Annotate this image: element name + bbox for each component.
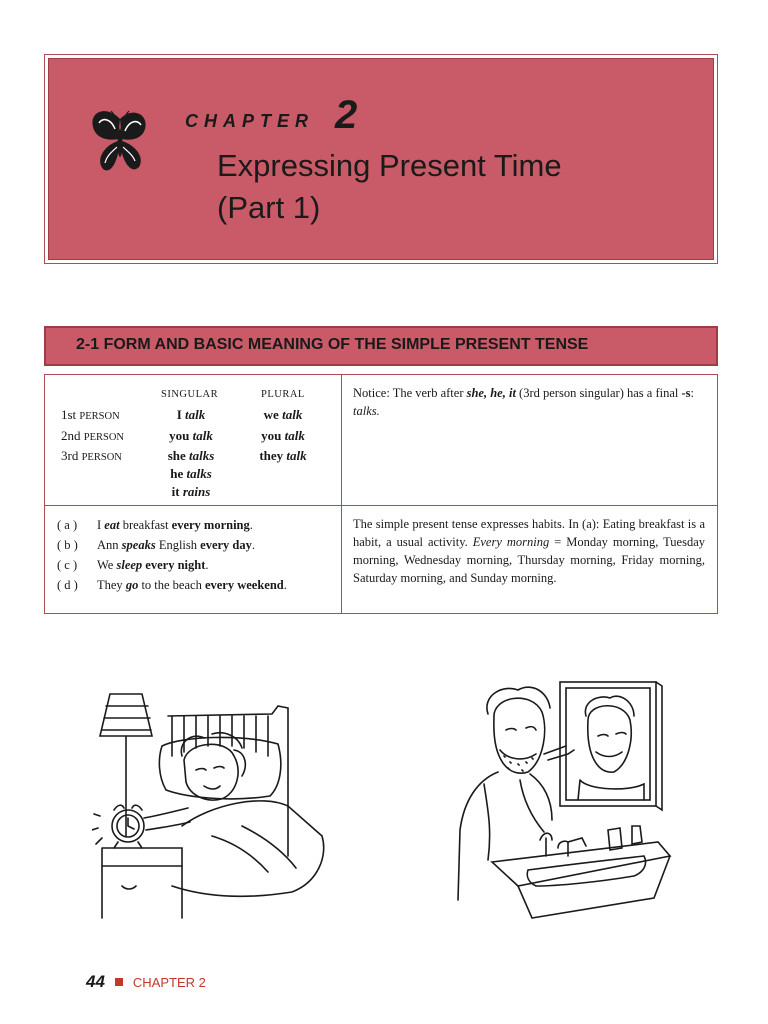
cell-1st-plural: we talk [263,407,303,422]
chapter-header [44,54,718,264]
header-plural: PLURAL [261,389,305,400]
cell-2nd-singular: you talk [169,428,213,443]
chapter-label: CHAPTER [185,111,315,131]
page-footer [86,972,206,992]
square-bullet-icon [115,978,123,986]
section-title: 2-1 FORM AND BASIC MEANING OF THE SIMPLE PRESENT TENSE [76,336,589,353]
page-number: 44 [86,972,105,991]
grammar-chart [44,374,718,614]
chart-divider-vertical [341,375,342,613]
cell-3rd-singular-he: he talks [170,466,212,481]
note-habits: The simple present tense expresses habits. In (a): Eating breakfast is a habit, a usual activity. Every morning = Monday morning, Tuesday morning, Wednesday morning, Thursday morning, Friday morning, Saturday morning, and Sunday morning. [353,517,705,585]
chapter-title-line1: Expressing Present Time [217,148,562,183]
footer-chapter-label: CHAPTER 2 [132,974,206,990]
chart-divider-horizontal [45,505,717,506]
example-sentences [57,515,339,595]
example-d: ( d ) They go to the beach every weekend. [57,578,287,592]
row-label-2nd: 2nd PERSON [61,428,125,443]
cell-1st-singular: I talk [176,407,206,422]
cell-3rd-plural: they talk [259,448,307,463]
example-b: ( b ) Ann speaks English every day. [57,538,255,552]
header-singular: SINGULAR [161,389,219,400]
shaving-illustration [448,680,684,926]
row-label-1st: 1st PERSON [61,407,120,422]
cell-3rd-singular-it: it rains [171,484,211,499]
butterfly-icon [87,105,153,177]
chapter-header-panel [48,58,714,260]
example-a: ( a ) I eat breakfast every morning. [57,518,253,532]
chapter-title [217,145,562,229]
cell-2nd-plural: you talk [261,428,305,443]
cell-3rd-singular: she talks [167,448,215,463]
sleeping-illustration [92,686,342,922]
example-c: ( c ) We sleep every night. [57,558,209,572]
row-label-3rd: 3rd PERSON [61,448,122,463]
section-header [44,326,718,366]
chapter-number: 2 [335,93,358,137]
note-third-person: Notice: The verb after she, he, it (3rd person singular) has a final -s: talks. [353,386,695,418]
chapter-title-line2: (Part 1) [217,190,321,225]
